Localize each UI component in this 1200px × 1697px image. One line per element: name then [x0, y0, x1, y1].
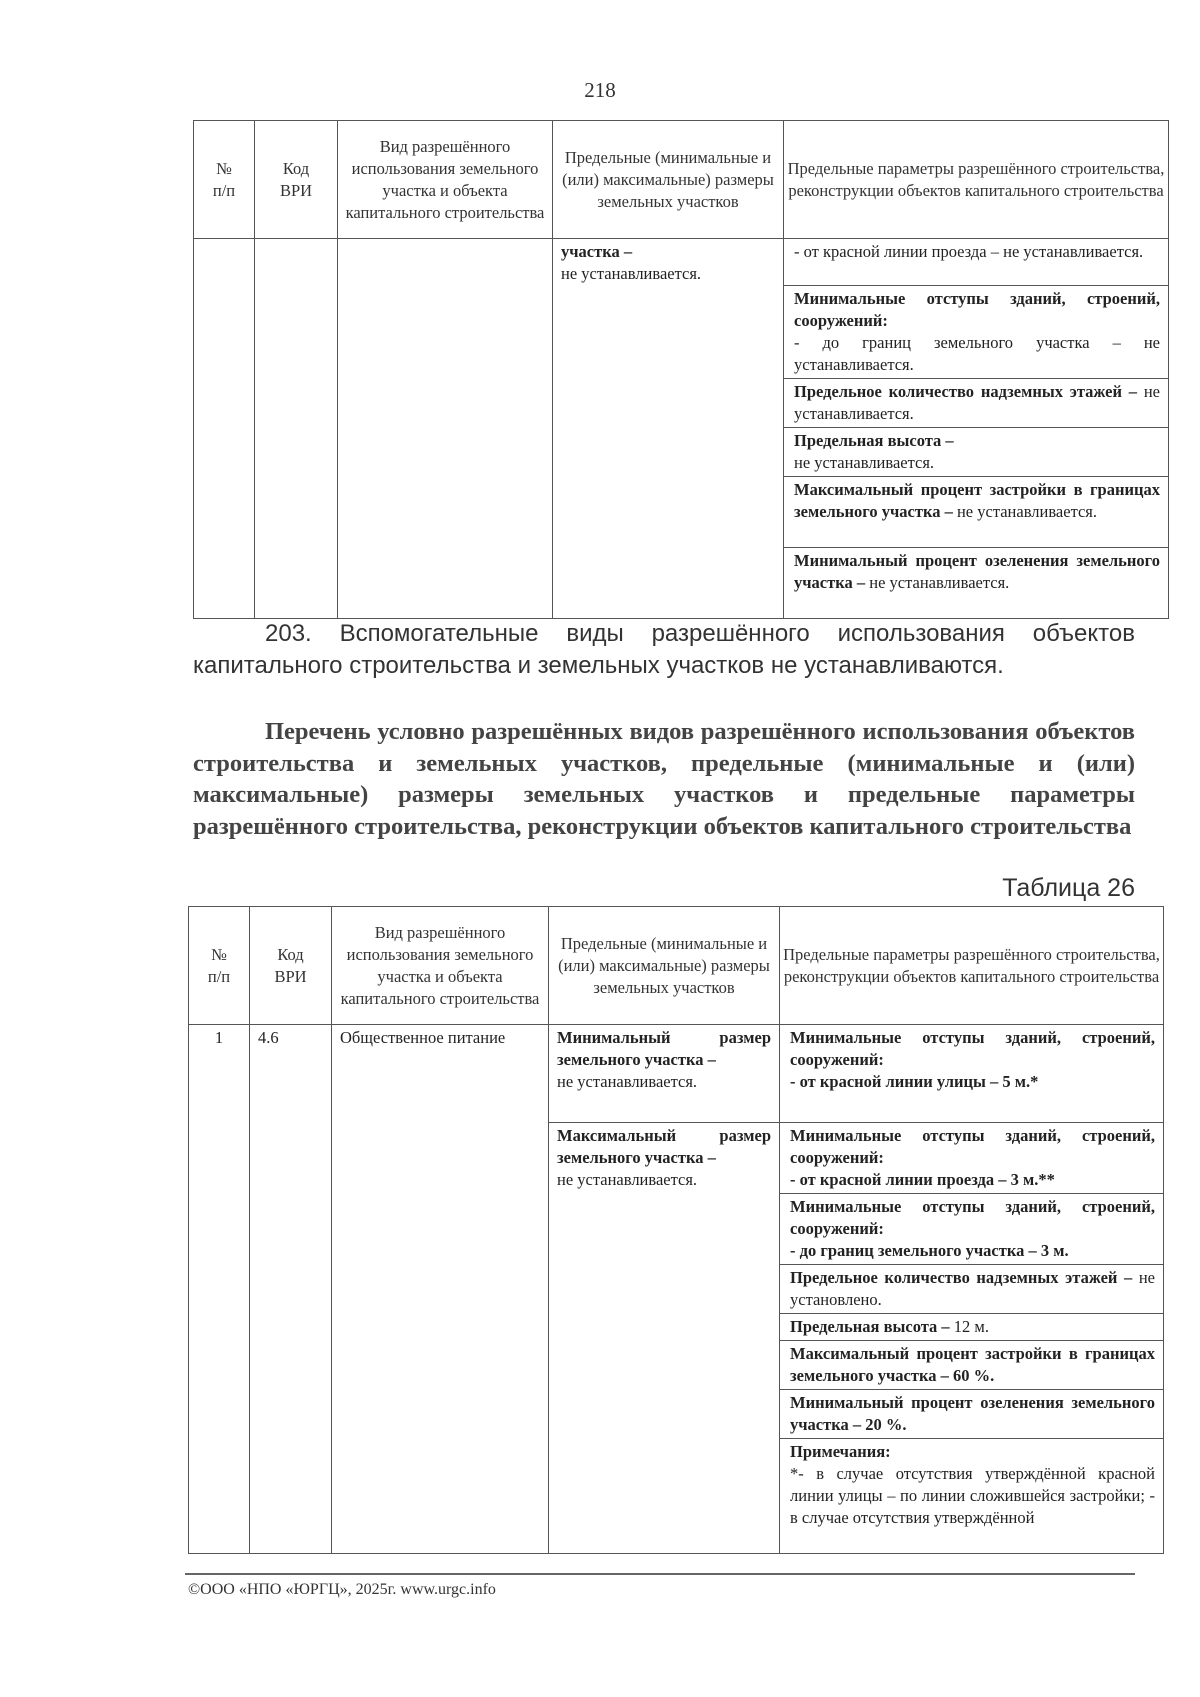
cell-max-size: Максимальный размер земельного участка – не устанавливается. — [549, 1123, 780, 1554]
header-code: Код ВРИ — [250, 907, 332, 1025]
param-item: Предельная высота – не устанавливается. — [784, 428, 1168, 477]
sizes-text: не устанавливается. — [561, 264, 702, 283]
param-item: Предельное количество надземных этажей – не устанавливается. — [784, 379, 1168, 428]
table-row — [194, 239, 1169, 619]
param-item: Минимальные отступы зданий, строений, сооружений: - от красной линии проезда – 3 м.** — [780, 1123, 1163, 1194]
header-kind: Вид разрешённого использования земельного участка и объекта капитального строительства — [338, 121, 553, 239]
table-label: Таблица 26 — [1002, 874, 1135, 902]
table-26 — [188, 906, 1164, 1554]
cell-params — [784, 239, 1169, 619]
table-header-row — [194, 121, 1169, 239]
section-heading: Перечень условно разрешённых видов разрешённого использования объектов строительства и земельных участков, предельные (минимальные и (или) максимальные) размеры земельных участков и предельные параметры разрешённого строительства, реконструкции объектов капитального строительства — [193, 718, 1135, 840]
paragraph-203: 203. Вспомогательные виды разрешённого использования объектов капитального строительства и земельных участков не устанавливаются. — [193, 620, 1135, 679]
param-item: Максимальный процент застройки в границах земельного участка – не устанавливается. — [784, 477, 1168, 548]
header-params: Предельные параметры разрешённого строительства, реконструкции объектов капитального строительства — [780, 907, 1164, 1025]
header-params: Предельные параметры разрешённого строительства, реконструкции объектов капитального строительства — [784, 121, 1169, 239]
param-item: Предельная высота – 12 м. — [780, 1314, 1163, 1341]
header-num: № п/п — [194, 121, 255, 239]
table-header-row — [189, 907, 1164, 1025]
cell-num: 1 — [189, 1025, 250, 1554]
header-sizes: Предельные (минимальные и (или) максимальные) размеры земельных участков — [549, 907, 780, 1025]
param-item: - от красной линии проезда – не устанавливается. — [784, 239, 1168, 286]
param-item: Минимальные отступы зданий, строений, сооружений: - до границ земельного участка – не устанавливается. — [784, 286, 1168, 379]
notes: Примечания: *- в случае отсутствия утверждённой красной линии улицы – по линии сложившейся застройки; - в случае отсутствия утверждённой — [790, 1442, 1155, 1527]
header-sizes: Предельные (минимальные и (или) максимальные) размеры земельных участков — [553, 121, 784, 239]
header-code: Код ВРИ — [255, 121, 338, 239]
param-item: Максимальный процент застройки в границах земельного участка – 60 %. — [780, 1341, 1163, 1390]
page-number: 218 — [584, 78, 616, 102]
sizes-bold: участка – — [561, 242, 633, 261]
cell-min-size: Минимальный размер земельного участка – не устанавливается. — [549, 1025, 780, 1123]
param-item: Минимальный процент озеленения земельного участка – 20 %. — [780, 1390, 1163, 1439]
param-item: Минимальный процент озеленения земельного участка – не устанавливается. — [794, 551, 1160, 592]
param-item: Минимальные отступы зданий, строений, сооружений: - от красной линии улицы – 5 м.* — [790, 1028, 1155, 1091]
param-item: Предельное количество надземных этажей – не установлено. — [780, 1265, 1163, 1314]
cell-code: 4.6 — [250, 1025, 332, 1554]
param-item: Минимальные отступы зданий, строений, сооружений: - до границ земельного участка – 3 м. — [780, 1194, 1163, 1265]
cell-sizes — [553, 239, 784, 619]
header-kind: Вид разрешённого использования земельного участка и объекта капитального строительства — [332, 907, 549, 1025]
cell-code — [255, 239, 338, 619]
cell-params-bottom — [780, 1123, 1164, 1554]
continuation-table — [193, 120, 1169, 619]
footer-rule — [185, 1573, 1135, 1575]
cell-kind — [338, 239, 553, 619]
cell-num — [194, 239, 255, 619]
cell-kind: Общественное питание — [332, 1025, 549, 1554]
footer: ©ООО «НПО «ЮРГЦ», 2025г. www.urgc.info — [188, 1581, 496, 1598]
header-num: № п/п — [189, 907, 250, 1025]
table-row — [189, 1025, 1164, 1123]
cell-params-top — [780, 1025, 1164, 1123]
